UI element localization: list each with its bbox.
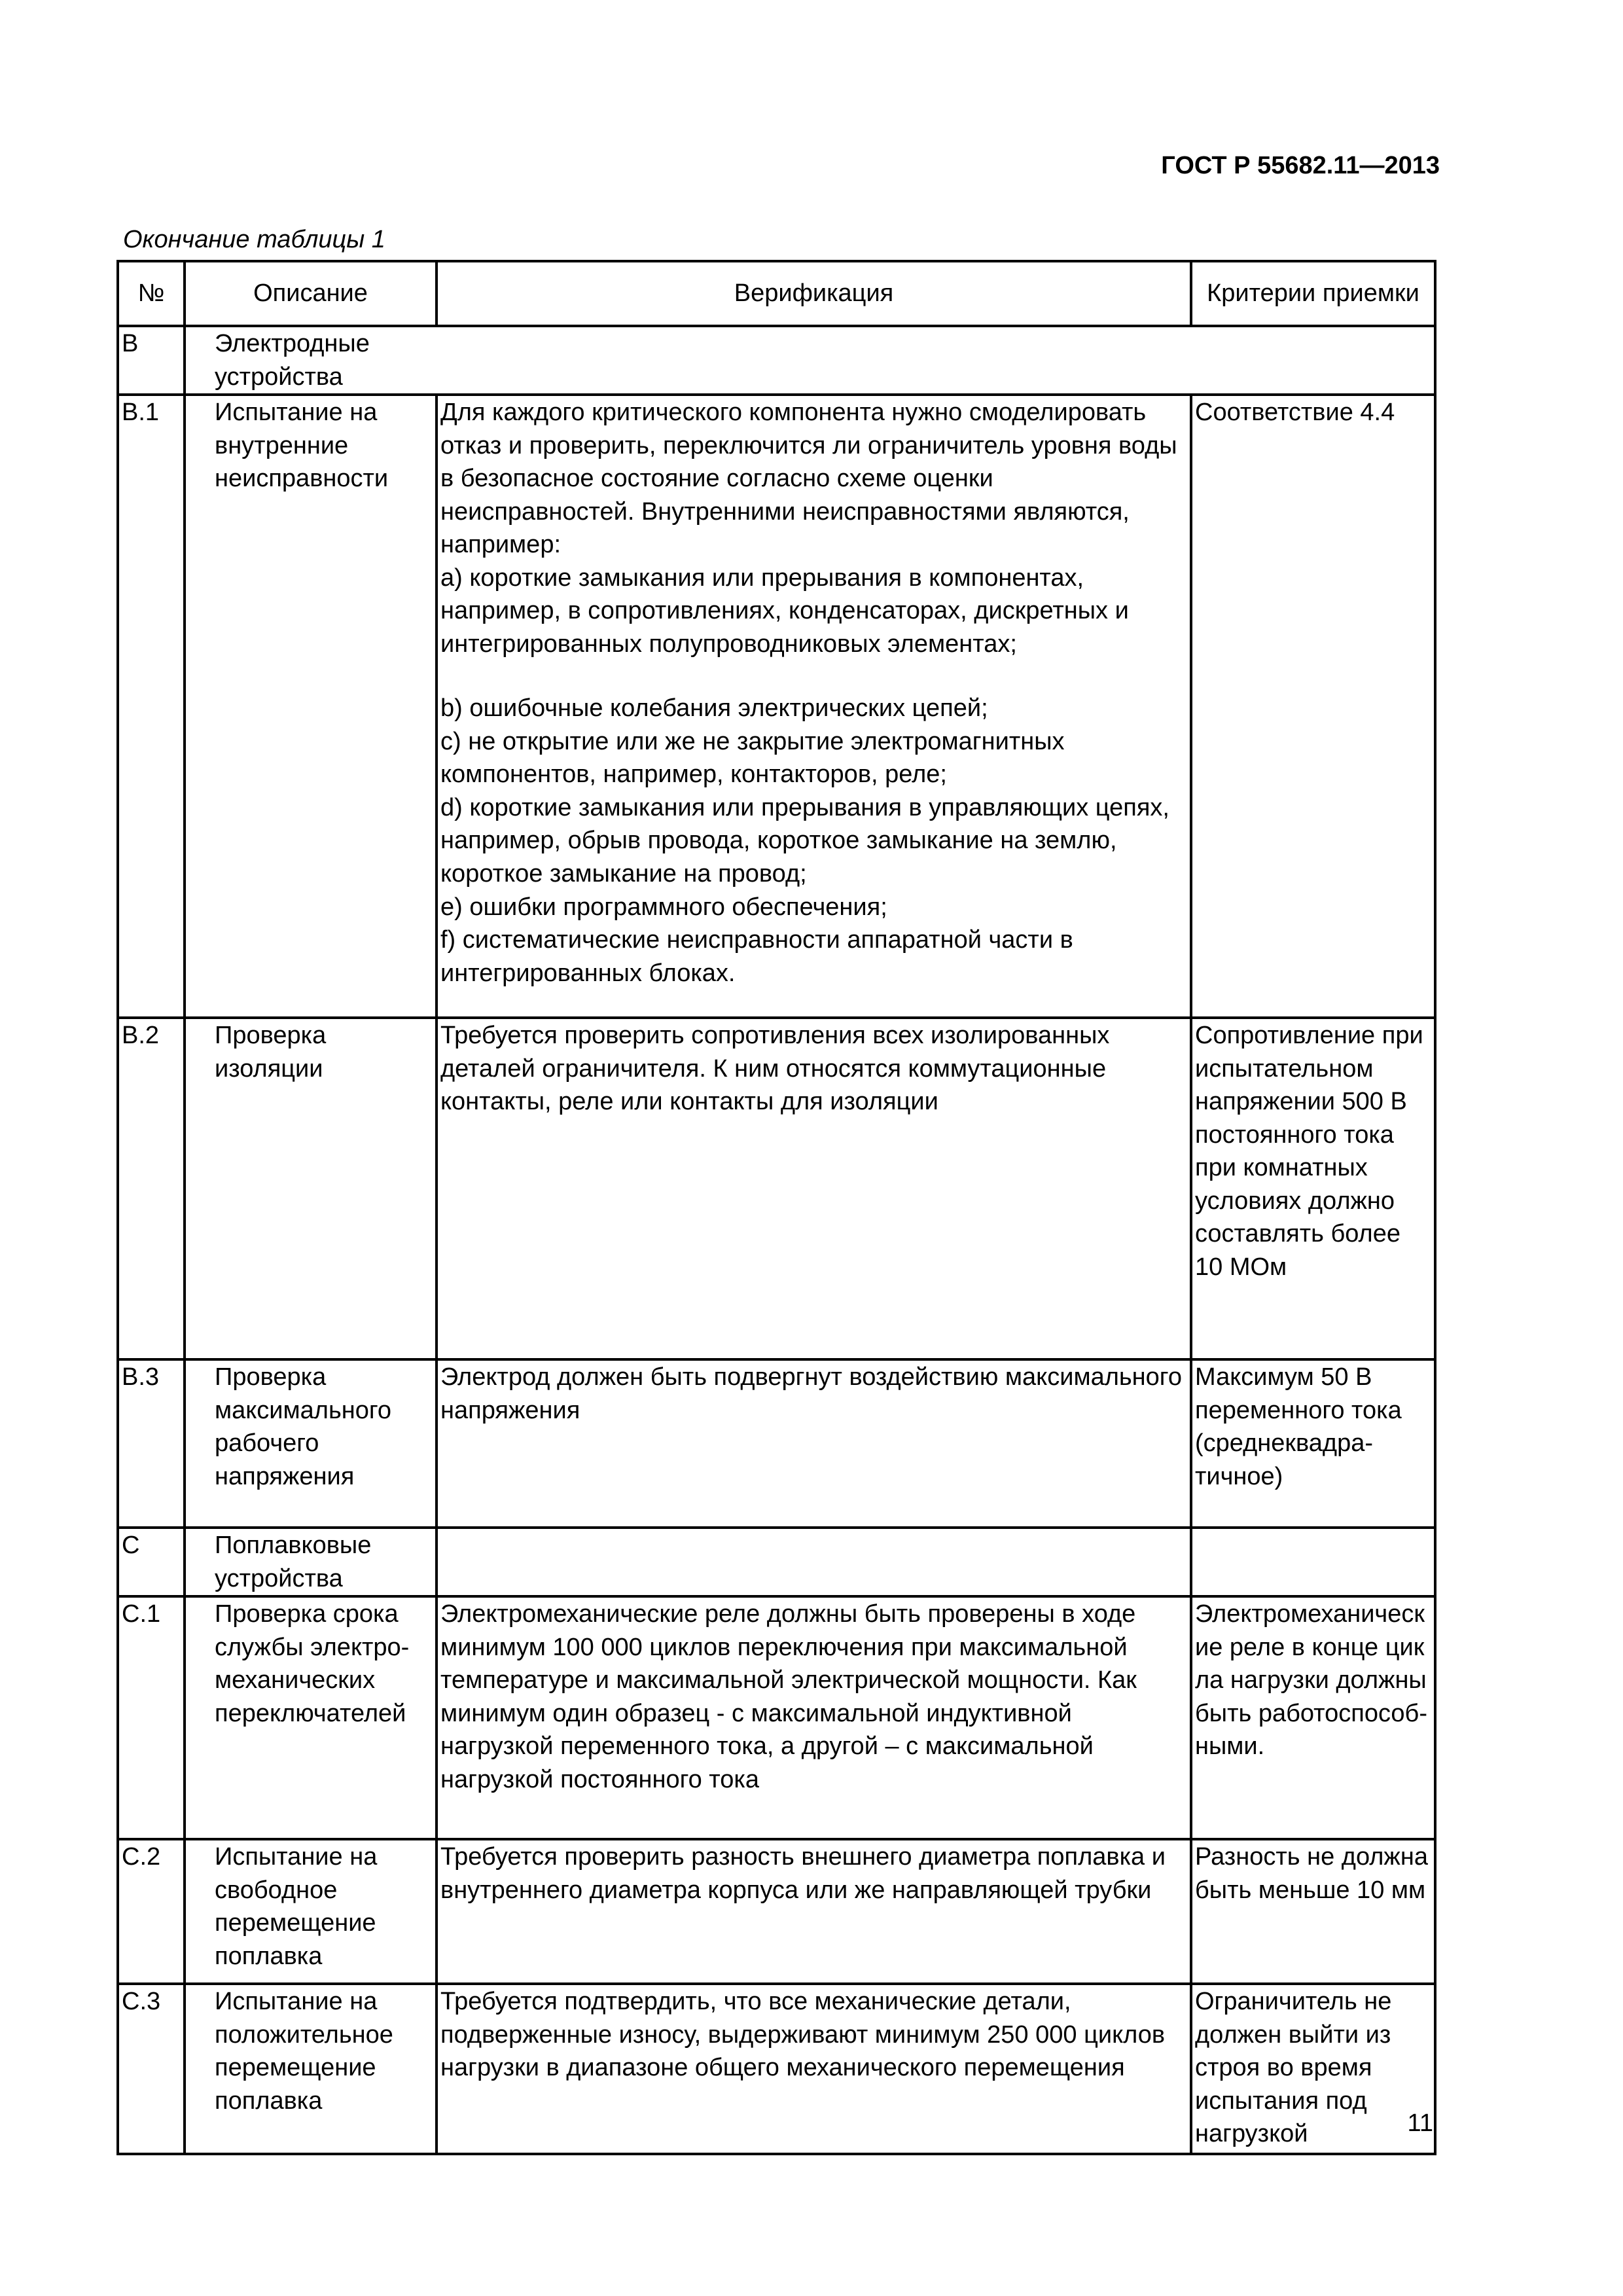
column-header-verification: Верификация — [437, 261, 1191, 326]
row-verification: Требуется подтвердить, что все механические детали, подверженные износу, выдерживают минимум 250 000 циклов нагрузки в диапазоне общего механического перемещения — [437, 1984, 1191, 2154]
row-description: Проверка изоляции — [185, 1018, 437, 1359]
table-header-row — [118, 261, 1435, 326]
table-row — [118, 1596, 1435, 1839]
row-criteria: Разность не должна быть меньше 10 мм — [1191, 1839, 1435, 1984]
row-verification: Электрод должен быть подвергнут воздействию максимального напряжения — [437, 1359, 1191, 1528]
row-description: Испытание на положительное перемещение поплавка — [185, 1984, 437, 2154]
verification-item: e) ошибки программного обеспечения; — [440, 893, 887, 921]
table-caption: Окончание таблицы 1 — [123, 226, 385, 253]
verification-item: d) короткие замыкания или прерывания в управляющих цепях, например, обрыв провода, короткое замыкание на землю, короткое замыкание на провод; — [440, 793, 1169, 888]
row-verification: Электромеханические реле должны быть проверены в ходе минимум 100 000 циклов переключения при максимальной температуре и максимальной электрической мощности. Как минимум один образец - с максимальной индуктивной нагрузкой переменного тока, а другой – с максимальной нагрузкой постоянного тока — [437, 1596, 1191, 1839]
row-criteria — [1191, 1528, 1435, 1596]
row-description: Поплавковые устройства — [185, 1528, 437, 1596]
table-row — [118, 1359, 1435, 1528]
row-description: Испытание на свободное перемещение поплавка — [185, 1839, 437, 1984]
section-title — [185, 326, 1435, 395]
table-row — [118, 395, 1435, 1018]
row-criteria: Сопротивление при испытательном напряжении 500 В постоянного тока при комнатных условиях должно составлять более 10 МОм — [1191, 1018, 1435, 1359]
table-row — [118, 326, 1435, 395]
verification-paragraph: Для каждого критического компонента нужно смоделировать отказ и проверить, переключится ли ограничитель уровня воды в безопасное состояние согласно схеме оценки неисправностей. Внутренними неисправностями являются, например: — [440, 399, 1177, 559]
row-criteria: Электромеханические реле в конце цикла нагрузки должны быть работоспособ-ными. — [1191, 1596, 1435, 1839]
table-row — [118, 1839, 1435, 1984]
column-header-num: № — [118, 261, 185, 326]
row-num: B.2 — [118, 1018, 185, 1359]
verification-item: a) короткие замыкания или прерывания в компонентах, например, в сопротивлениях, конденсаторах, дискретных и интегрированных полупроводниковых элементах; — [440, 564, 1129, 658]
row-num: C.3 — [118, 1984, 185, 2154]
row-criteria: Ограничитель не должен выйти из строя во время испытания под нагрузкой — [1191, 1984, 1435, 2154]
table-row — [118, 1528, 1435, 1596]
row-description: Электродные устройства — [215, 330, 370, 391]
table-row — [118, 1018, 1435, 1359]
row-num: B.3 — [118, 1359, 185, 1528]
table-row — [118, 1984, 1435, 2154]
row-verification — [437, 395, 1191, 1018]
row-description: Проверка срока службы электро-механических переключателей — [185, 1596, 437, 1839]
row-verification: Требуется проверить разность внешнего диаметра поплавка и внутреннего диаметра корпуса или же направляющей трубки — [437, 1839, 1191, 1984]
column-header-description: Описание — [185, 261, 437, 326]
verification-item: c) не открытие или же не закрытие электромагнитных компонентов, например, контакторов, реле; — [440, 727, 1065, 789]
row-num: C — [118, 1528, 185, 1596]
row-verification — [437, 1528, 1191, 1596]
column-header-criteria: Критерии приемки — [1191, 261, 1435, 326]
verification-item: f) систематические неисправности аппаратной части в интегрированных блоках. — [440, 926, 1073, 987]
standard-designation: ГОСТ Р 55682.11—2013 — [1161, 152, 1440, 179]
row-num: B.1 — [118, 395, 185, 1018]
row-num: C.2 — [118, 1839, 185, 1984]
row-description: Проверка максимального рабочего напряжения — [185, 1359, 437, 1528]
row-criteria: Максимум 50 В переменного тока (среднеквадра-тичное) — [1191, 1359, 1435, 1528]
verification-item: b) ошибочные колебания электрических цепей; — [440, 694, 988, 723]
row-num: C.1 — [118, 1596, 185, 1839]
page-number: 11 — [1407, 2109, 1433, 2137]
row-num: B — [118, 326, 185, 395]
row-description: Испытание на внутренние неисправности — [185, 395, 437, 1018]
row-verification: Требуется проверить сопротивления всех изолированных деталей ограничителя. К ним относятся коммутационные контакты, реле или контакты для изоляции — [437, 1018, 1191, 1359]
verification-table — [116, 260, 1436, 2155]
row-criteria: Соответствие 4.4 — [1191, 395, 1435, 1018]
